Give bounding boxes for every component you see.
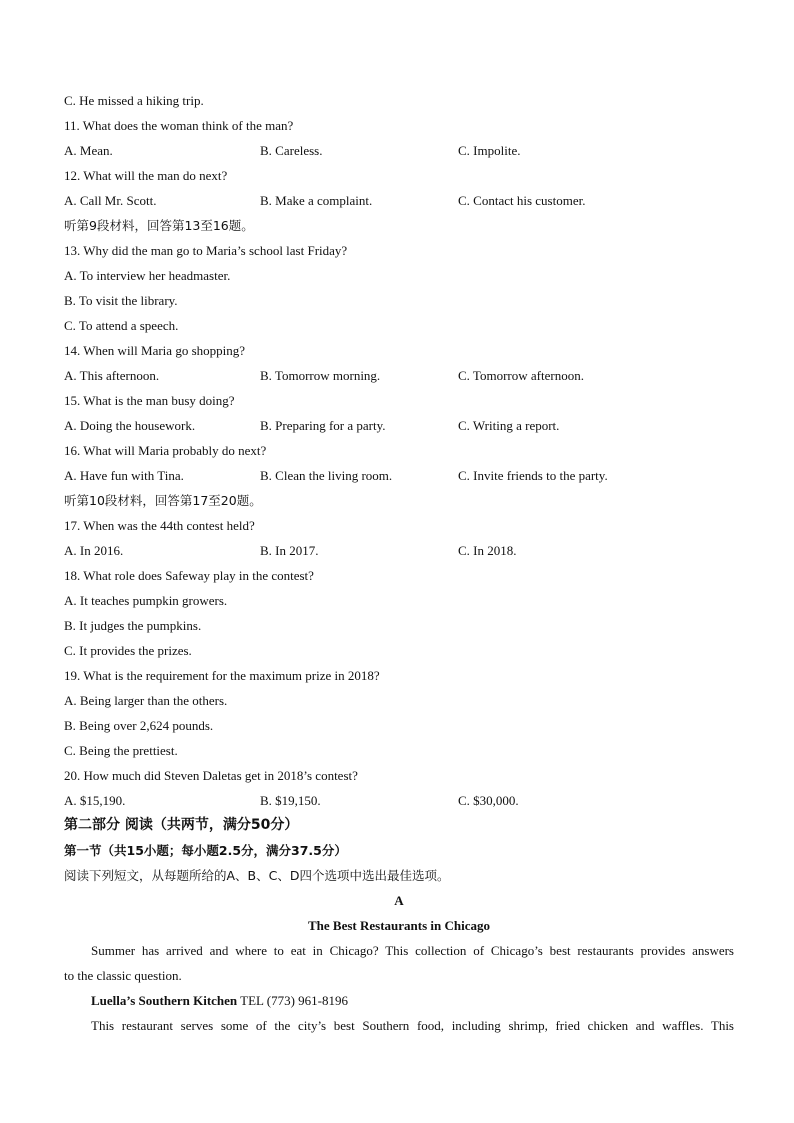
option-c: C. Impolite. [458, 143, 521, 158]
option-b: B. It judges the pumpkins. [64, 618, 202, 633]
option-b: B. Make a complaint. [260, 193, 373, 208]
option-b: B. Clean the living room. [260, 468, 393, 483]
question-16-options [64, 463, 734, 488]
passage-letter: A [394, 893, 404, 908]
paragraph-2-line-1: This restaurant serves some of the city’s best Southern food, including shrimp, fried chicken and waffles. This [91, 1018, 734, 1033]
option-b: B. Being over 2,624 pounds. [64, 718, 214, 733]
option-b: B. Tomorrow morning. [260, 368, 381, 383]
restaurant-heading [64, 988, 734, 1013]
question-13: 13. Why did the man go to Maria’s school last Friday? [64, 243, 348, 258]
option-a: A. Mean. [64, 143, 113, 158]
part-2-title: 第二部分 阅读（共两节，满分50分） [64, 817, 299, 833]
question-15-options [64, 413, 734, 438]
option-c: C. Writing a report. [458, 418, 560, 433]
question-12: 12. What will the man do next? [64, 168, 228, 183]
option-c: C. Contact his customer. [458, 193, 586, 208]
option-c: C. In 2018. [458, 543, 517, 558]
question-19: 19. What is the requirement for the maximum prize in 2018? [64, 668, 380, 683]
question-20: 20. How much did Steven Daletas get in 2018’s contest? [64, 768, 358, 783]
option-a: A. $15,190. [64, 793, 126, 808]
paragraph-1-line-2: to the classic question. [64, 968, 182, 983]
question-17: 17. When was the 44th contest held? [64, 518, 255, 533]
option-c: C. $30,000. [458, 793, 519, 808]
q10-option-c: C. He missed a hiking trip. [64, 93, 204, 108]
option-a: A. It teaches pumpkin growers. [64, 593, 228, 608]
option-b: B. In 2017. [260, 543, 319, 558]
question-14: 14. When will Maria go shopping? [64, 343, 246, 358]
option-b: B. Careless. [260, 143, 323, 158]
question-18: 18. What role does Safeway play in the contest? [64, 568, 314, 583]
question-16: 16. What will Maria probably do next? [64, 443, 267, 458]
question-20-options [64, 788, 734, 813]
option-c: C. To attend a speech. [64, 318, 179, 333]
section-1-title: 第一节（共15小题；每小题2.5分，满分37.5分） [64, 843, 347, 858]
option-c: C. Tomorrow afternoon. [458, 368, 584, 383]
option-c: C. Invite friends to the party. [458, 468, 608, 483]
passage-title: The Best Restaurants in Chicago [307, 918, 490, 933]
option-a: A. This afternoon. [64, 368, 160, 383]
option-b: B. To visit the library. [64, 293, 178, 308]
option-a: A. In 2016. [64, 543, 124, 558]
option-b: B. Preparing for a party. [260, 418, 386, 433]
section-10-instruction: 听第10段材料，回答第17至20题。 [64, 493, 262, 508]
option-c: C. Being the prettiest. [64, 743, 178, 758]
option-a: A. Have fun with Tina. [64, 468, 184, 483]
reading-instruction: 阅读下列短文，从每题所给的A、B、C、D四个选项中选出最佳选项。 [64, 868, 450, 883]
question-11-options [64, 138, 734, 163]
paragraph-1-line-1: Summer has arrived and where to eat in Chicago? This collection of Chicago’s best restaurants provides answers [91, 943, 734, 958]
restaurant-name: Luella’s Southern Kitchen [91, 993, 238, 1008]
option-b: B. $19,150. [260, 793, 321, 808]
section-9-instruction: 听第9段材料，回答第13至16题。 [64, 218, 254, 233]
option-a: A. Call Mr. Scott. [64, 193, 157, 208]
question-14-options [64, 363, 734, 388]
restaurant-tel: TEL (773) 961-8196 [237, 993, 348, 1008]
option-a: A. Being larger than the others. [64, 693, 228, 708]
option-c: C. It provides the prizes. [64, 643, 192, 658]
question-12-options [64, 188, 734, 213]
option-a: A. To interview her headmaster. [64, 268, 231, 283]
question-17-options [64, 538, 734, 563]
question-15: 15. What is the man busy doing? [64, 393, 235, 408]
question-11: 11. What does the woman think of the man? [64, 118, 294, 133]
exam-page [64, 88, 734, 1038]
option-a: A. Doing the housework. [64, 418, 196, 433]
